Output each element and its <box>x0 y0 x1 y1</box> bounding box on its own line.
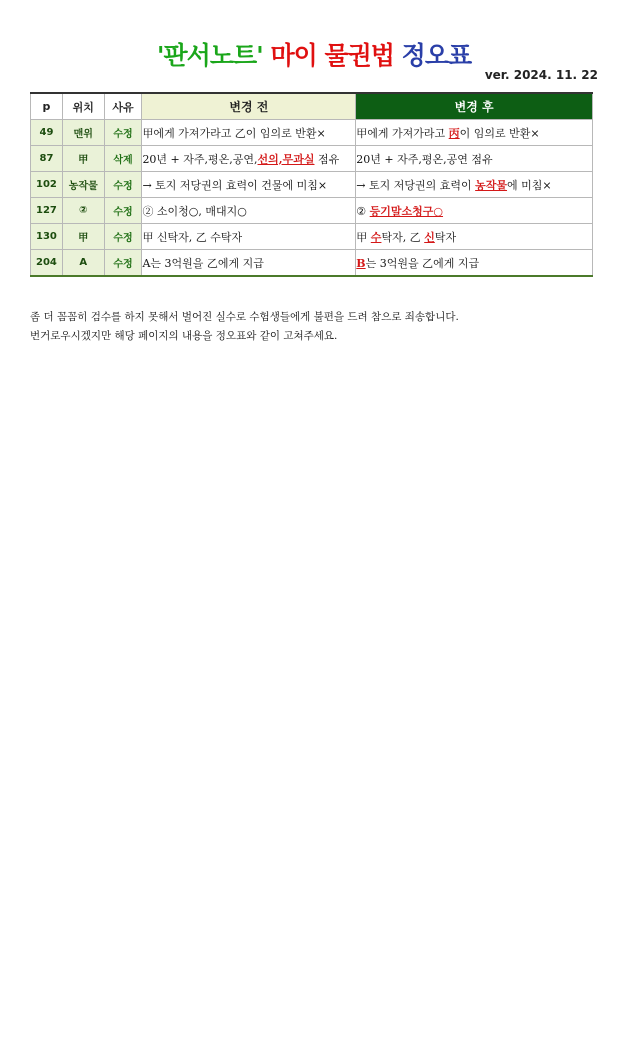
header-before: 변경 전 <box>142 93 356 120</box>
header-page: p <box>31 93 63 120</box>
corrected-text: 수 <box>370 230 382 244</box>
cell-text: 甲 신탁자, 乙 수탁자 <box>142 230 243 244</box>
cell-before <box>142 146 356 172</box>
header-position: 위치 <box>62 93 104 120</box>
cell-position: 甲 <box>62 146 104 172</box>
table-row <box>31 172 593 198</box>
cell-position: 甲 <box>62 224 104 250</box>
cell-text: 이 임의로 반환× <box>459 126 540 140</box>
cell-text: 甲 <box>356 230 371 244</box>
table-header-row <box>31 93 593 120</box>
cell-after <box>356 120 593 146</box>
corrected-text: 선의,무과실 <box>257 152 315 166</box>
corrected-text: 丙 <box>448 126 460 140</box>
cell-after <box>356 250 593 277</box>
cell-text: ② 소이청○, 매대지○ <box>142 204 247 218</box>
cell-page: 87 <box>31 146 63 172</box>
cell-page: 49 <box>31 120 63 146</box>
cell-text: 탁자, 乙 <box>381 230 425 244</box>
corrected-text: 등기말소청구○ <box>369 204 444 218</box>
version-label: ver. 2024. 11. 22 <box>484 68 598 82</box>
cell-text: 20년 + 자주,평온,공연 점유 <box>356 152 493 166</box>
table-row <box>31 198 593 224</box>
cell-text: → 토지 저당권의 효력이 <box>356 178 476 192</box>
notice-line: 좀 더 꼼꼼히 검수를 하지 못해서 벌어진 실수로 수험생들에게 불편을 드려 참으로 죄송합니다. <box>30 311 459 323</box>
cell-page: 130 <box>31 224 63 250</box>
cell-text: → 토지 저당권의 효력이 건물에 미침× <box>142 178 328 192</box>
cell-position: A <box>62 250 104 277</box>
cell-before <box>142 172 356 198</box>
table-row <box>31 224 593 250</box>
corrected-text: 신 <box>424 230 435 244</box>
cell-text: 20년 + 자주,평온,공연, <box>142 152 258 166</box>
title-errata: 정오표 <box>401 41 472 70</box>
cell-before <box>142 198 356 224</box>
cell-after <box>356 198 593 224</box>
cell-text: 에 미침× <box>507 178 552 192</box>
apology-notice <box>30 308 459 346</box>
cell-before <box>142 120 356 146</box>
cell-reason: 수정 <box>104 120 142 146</box>
table-row <box>31 146 593 172</box>
cell-page: 127 <box>31 198 63 224</box>
cell-position: 맨위 <box>62 120 104 146</box>
cell-text: 甲에게 가져가라고 乙이 임의로 반환× <box>142 126 326 140</box>
cell-text: 점유 <box>314 152 340 166</box>
cell-text: 탁자 <box>434 230 457 244</box>
corrected-text: 농작물 <box>475 178 508 192</box>
table-row <box>31 120 593 146</box>
document-title <box>0 36 628 72</box>
cell-before <box>142 224 356 250</box>
header-after: 변경 후 <box>356 93 593 120</box>
cell-after <box>356 172 593 198</box>
cell-page: 204 <box>31 250 63 277</box>
cell-page: 102 <box>31 172 63 198</box>
cell-reason: 수정 <box>104 198 142 224</box>
title-subject: 마이 물권법 <box>262 41 402 70</box>
cell-position: ② <box>62 198 104 224</box>
cell-text: A는 3억원을 乙에게 지급 <box>142 256 264 270</box>
cell-text: 甲에게 가져가라고 <box>356 126 449 140</box>
cell-after <box>356 146 593 172</box>
cell-before <box>142 250 356 277</box>
cell-reason: 수정 <box>104 250 142 277</box>
cell-position: 농작물 <box>62 172 104 198</box>
table-row <box>31 250 593 277</box>
cell-after <box>356 224 593 250</box>
title-book-name: '판서노트' <box>156 41 263 70</box>
cell-reason: 수정 <box>104 224 142 250</box>
corrected-text: B <box>356 256 366 270</box>
cell-text: 는 3억원을 乙에게 지급 <box>365 256 480 270</box>
notice-line: 번거로우시겠지만 해당 페이지의 내용을 정오표와 같이 고쳐주세요. <box>30 330 338 342</box>
cell-reason: 수정 <box>104 172 142 198</box>
cell-text: ② <box>356 204 370 218</box>
cell-reason: 삭제 <box>104 146 142 172</box>
header-reason: 사유 <box>104 93 142 120</box>
errata-table <box>30 92 593 277</box>
